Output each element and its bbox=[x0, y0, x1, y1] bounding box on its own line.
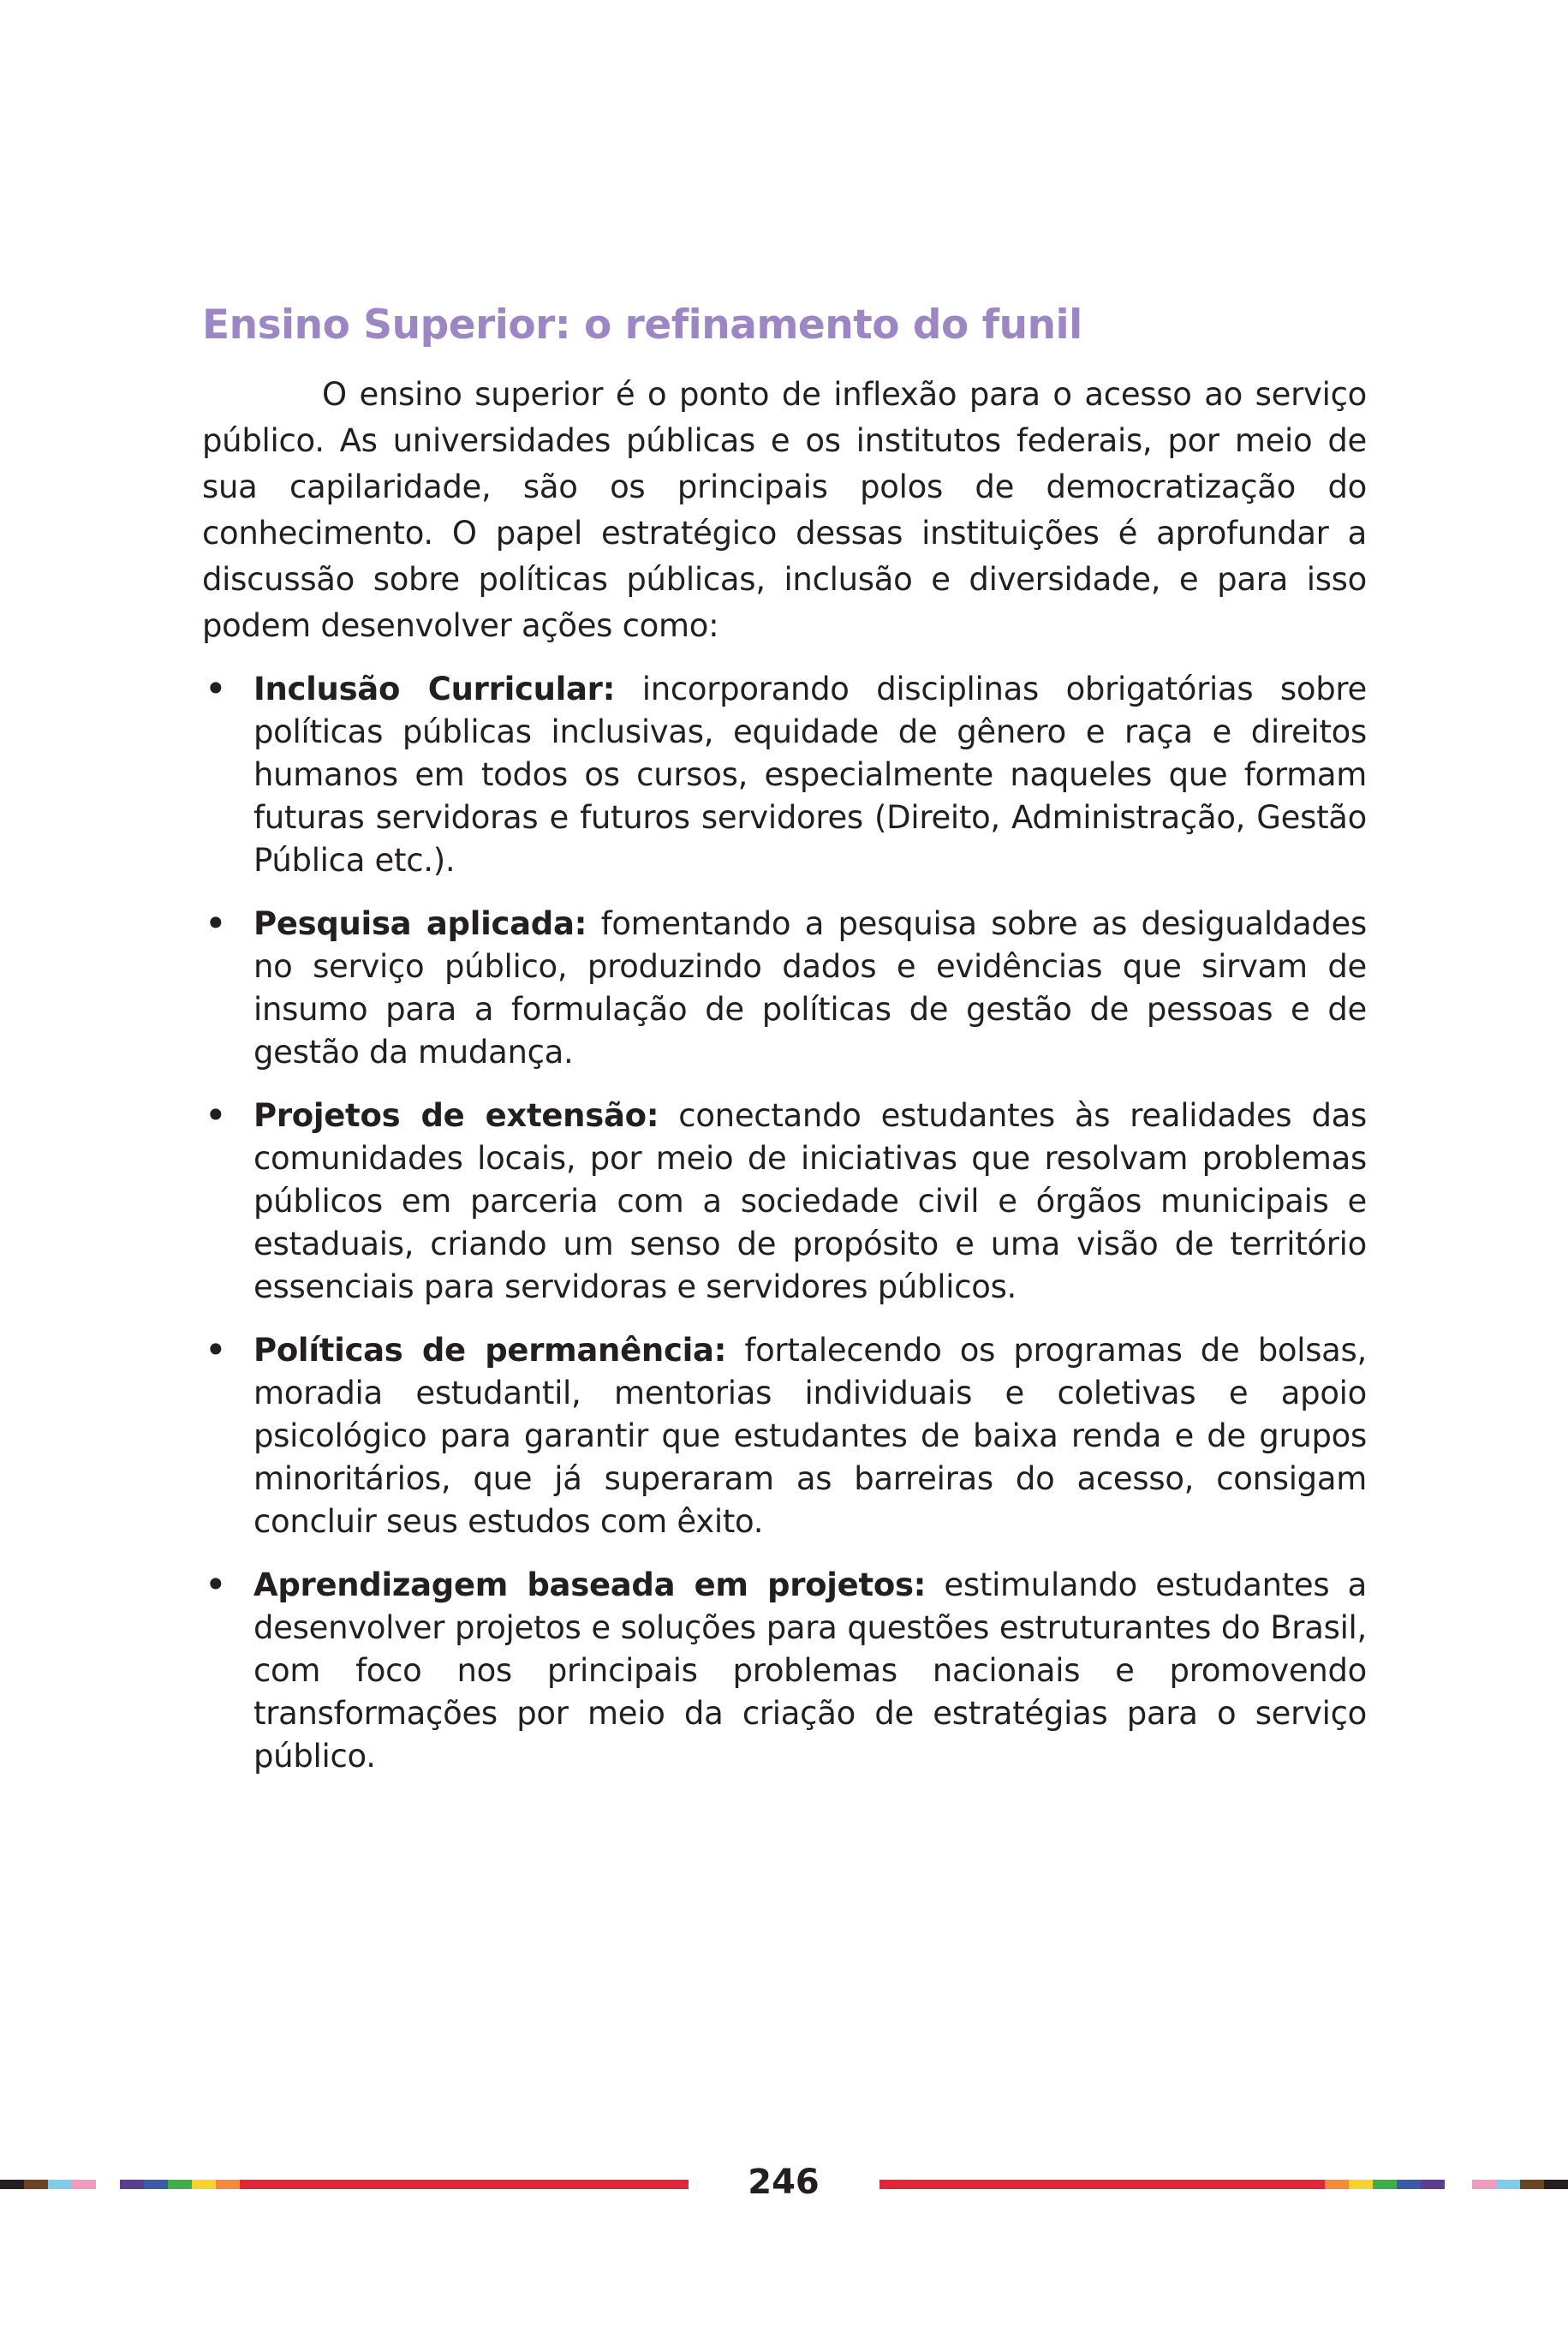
footer-stripe bbox=[1373, 2180, 1397, 2189]
bullet-item-aprendizagem-baseada-em-projetos bbox=[202, 1564, 1367, 1778]
bullet-text: fomentando a pesquisa sobre as desigualdades no serviço público, produzindo dados e evidências que sirvam de insumo para a formulação de políticas de gestão de pessoas e de gestão da mudança. bbox=[253, 905, 1367, 1071]
bullet-icon: • bbox=[206, 671, 226, 708]
bullet-text: conectando estudantes às realidades das comunidades locais, por meio de iniciativas que resolvam problemas públicos em parceria com a sociedade civil e órgãos municipais e estaduais, criando um senso de propósito e uma visão de território essenciais para servidoras e servidores públicos. bbox=[253, 1097, 1367, 1306]
footer-stripe bbox=[879, 2180, 1325, 2189]
bullet-item-inclusao-curricular bbox=[202, 668, 1367, 882]
footer-stripe bbox=[1544, 2180, 1568, 2189]
bullet-text: incorporando disciplinas obrigatórias sobre políticas públicas inclusivas, equidade de gênero e raça e direitos humanos em todos os cursos, especialmente naqueles que formam futuras servidoras e futuros servidores (Direito, Administração, Gestão Pública etc.). bbox=[253, 671, 1367, 880]
bullet-icon: • bbox=[206, 905, 226, 943]
footer-stripe bbox=[240, 2180, 689, 2189]
footer-stripe bbox=[72, 2180, 96, 2189]
bullet-text: estimulando estudantes a desenvolver projetos e soluções para questões estruturantes do Brasil, com foco nos principais problemas nacionais e promovendo transformações por meio da criação de estratégias para o serviço público. bbox=[253, 1566, 1367, 1775]
footer-stripe bbox=[1520, 2180, 1544, 2189]
bullet-lead: Projetos de extensão: bbox=[253, 1097, 659, 1135]
page-content bbox=[202, 301, 1367, 1799]
bullet-item-projetos-de-extensao bbox=[202, 1095, 1367, 1309]
footer-stripe bbox=[48, 2180, 72, 2189]
bullet-icon: • bbox=[206, 1566, 226, 1604]
footer-stripe bbox=[1421, 2180, 1445, 2189]
intro-paragraph: O ensino superior é o ponto de inflexão para o acesso ao serviço público. As universidades públicas e os institutos federais, por meio de sua capilaridade, são os principais polos de democratização do conhecimento. O papel estratégico dessas instituições é aprofundar a discussão sobre políticas públicas, inclusão e diversidade, e para isso podem desenvolver ações como: bbox=[202, 376, 1367, 645]
bullet-lead: Políticas de permanência: bbox=[253, 1332, 727, 1369]
bullet-lead: Aprendizagem baseada em projetos: bbox=[253, 1566, 927, 1604]
footer-stripe bbox=[1397, 2180, 1421, 2189]
bullet-list bbox=[202, 668, 1367, 1778]
bullet-lead: Inclusão Curricular: bbox=[253, 671, 616, 708]
bullet-icon: • bbox=[206, 1097, 226, 1135]
page-number: 246 bbox=[748, 2163, 820, 2202]
footer-stripe bbox=[1325, 2180, 1349, 2189]
bullet-item-politicas-de-permanencia bbox=[202, 1329, 1367, 1543]
bullet-item-pesquisa-aplicada bbox=[202, 903, 1367, 1074]
footer-stripe bbox=[120, 2180, 144, 2189]
footer-stripe bbox=[144, 2180, 168, 2189]
footer-stripe bbox=[24, 2180, 48, 2189]
footer-stripe bbox=[1496, 2180, 1520, 2189]
footer-stripe bbox=[1472, 2180, 1496, 2189]
footer-stripe bbox=[168, 2180, 192, 2189]
footer-stripe bbox=[216, 2180, 240, 2189]
bullet-text: fortalecendo os programas de bolsas, moradia estudantil, mentorias individuais e coletivas e apoio psicológico para garantir que estudantes de baixa renda e de grupos minoritários, que já superaram as barreiras do acesso, consigam concluir seus estudos com êxito. bbox=[253, 1332, 1367, 1541]
page-footer bbox=[0, 2157, 1568, 2208]
bullet-lead: Pesquisa aplicada: bbox=[253, 905, 587, 943]
bullet-icon: • bbox=[206, 1332, 226, 1369]
footer-stripe bbox=[0, 2180, 24, 2189]
footer-stripe bbox=[192, 2180, 216, 2189]
footer-stripe bbox=[1349, 2180, 1373, 2189]
section-title: Ensino Superior: o refinamento do funil bbox=[202, 301, 1082, 349]
